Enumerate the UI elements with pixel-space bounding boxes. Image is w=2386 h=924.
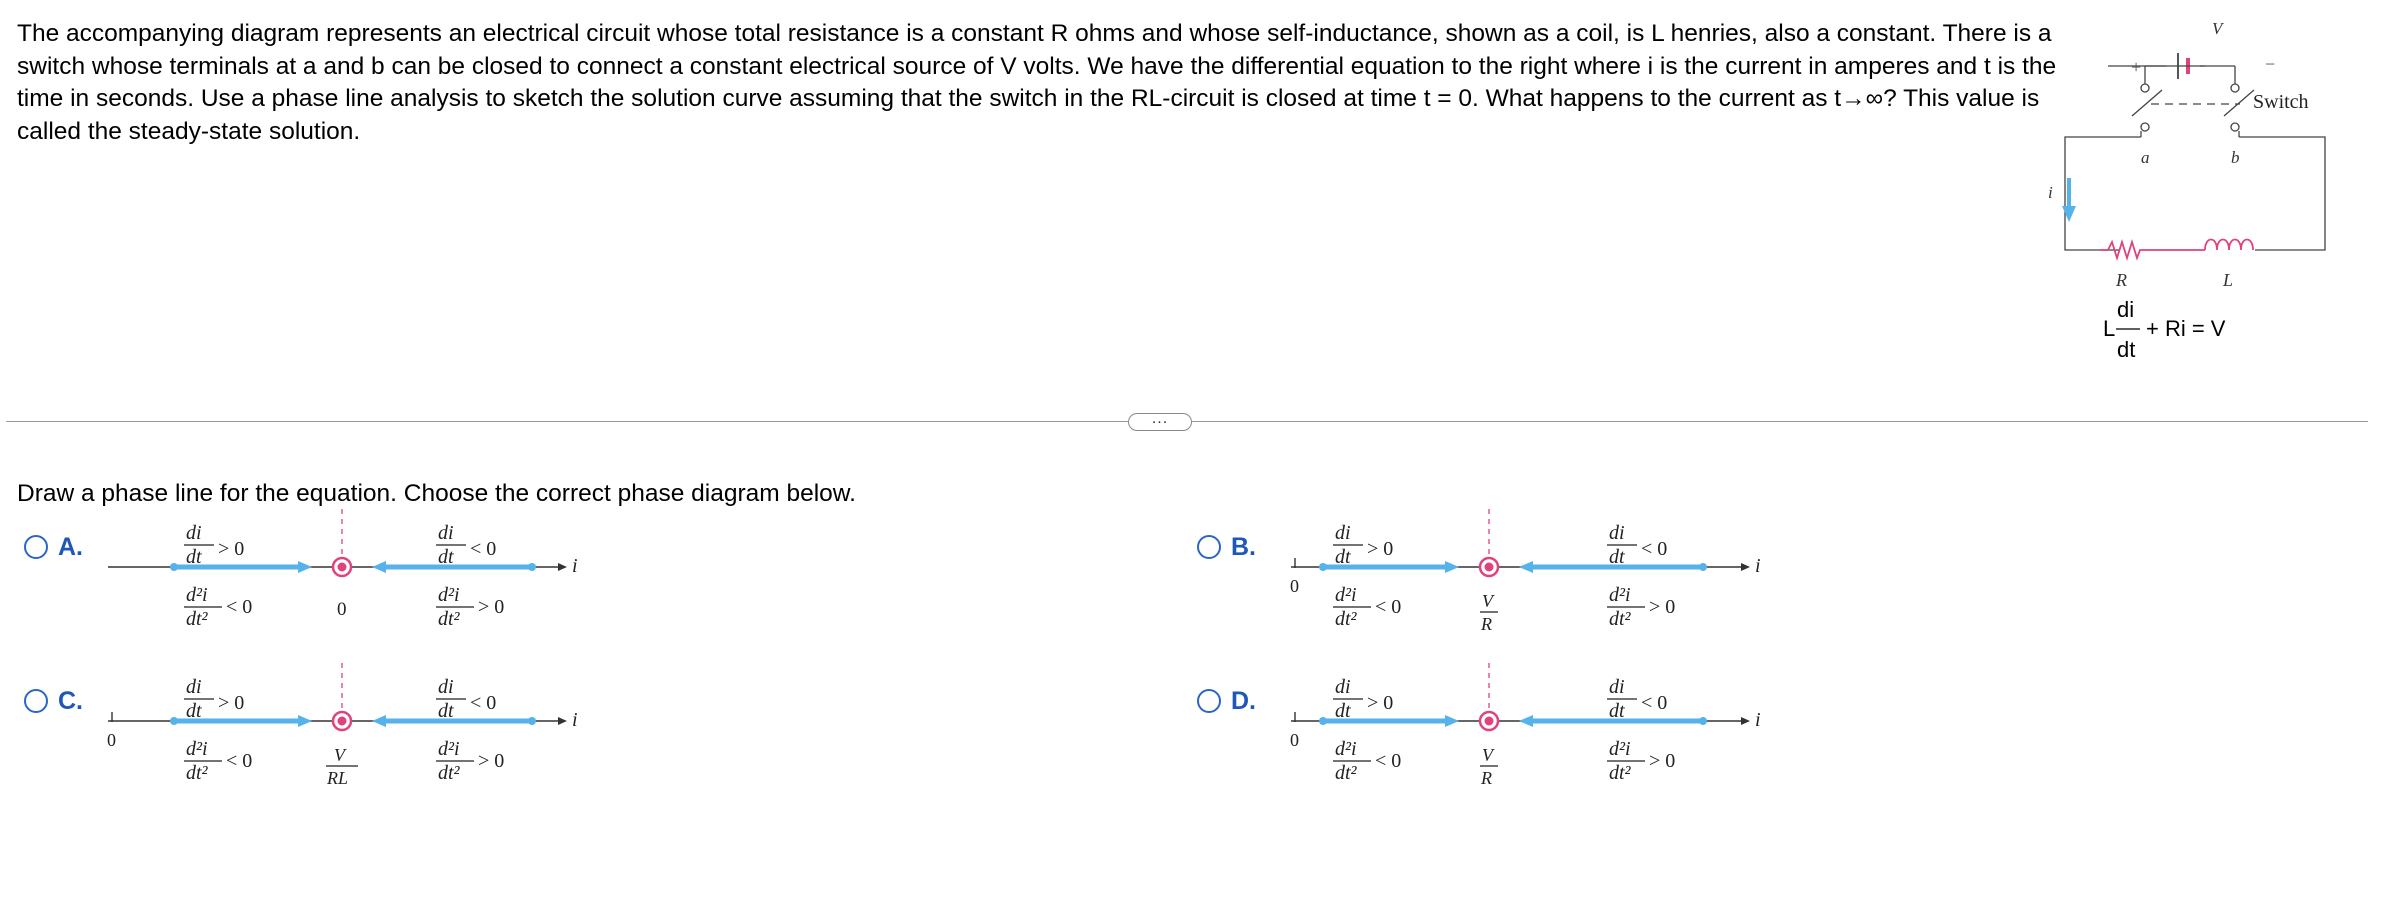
option-letter: C. — [58, 687, 83, 715]
d2i-dt2-left-denominator: dt² — [1335, 608, 1357, 630]
equilibrium-value-numerator: V — [1482, 591, 1493, 611]
source-voltage-label: V — [2212, 19, 2223, 38]
flow-arrowhead-left-icon — [1519, 561, 1533, 573]
di-dt-left-denominator: dt — [1335, 700, 1351, 722]
current-label: i — [2048, 183, 2053, 202]
arrow-tail-dot — [170, 717, 178, 725]
equilibrium-value-denominator: R — [1481, 614, 1492, 634]
d2i-dt2-right-denominator: dt² — [438, 762, 460, 784]
di-dt-right-denominator: dt — [438, 546, 454, 568]
di-dt-right-numerator: di — [438, 522, 454, 544]
di-dt-left-numerator: di — [1335, 522, 1351, 544]
d2i-dt2-left-denominator: dt² — [186, 762, 208, 784]
di-dt-left-sign: > 0 — [1367, 538, 1394, 560]
d2i-dt2-left-denominator: dt² — [1335, 762, 1357, 784]
inductor-coil-icon — [2205, 240, 2253, 251]
phase-diagram — [98, 513, 618, 643]
d2i-dt2-right-sign: > 0 — [1649, 750, 1676, 772]
expand-button[interactable]: ... — [1128, 413, 1192, 431]
switch-lever-b — [2224, 90, 2254, 116]
di-dt-right-denominator: dt — [1609, 700, 1625, 722]
di-dt-right-numerator: di — [1609, 676, 1625, 698]
axis-label: i — [1755, 555, 1761, 577]
axis-arrowhead-icon — [558, 717, 567, 725]
d2i-dt2-right-sign: > 0 — [478, 750, 505, 772]
inductor-label: L — [2223, 270, 2234, 290]
di-dt-left-numerator: di — [186, 676, 202, 698]
di-dt-left-denominator: dt — [1335, 546, 1351, 568]
question-text: Draw a phase line for the equation. Choose the correct phase diagram below. — [17, 480, 856, 507]
terminal-a — [2141, 123, 2149, 131]
plus-sign: + — [2131, 57, 2142, 77]
svg-text:di: di — [2117, 297, 2135, 322]
minus-sign: − — [2265, 54, 2276, 74]
arrow-tail-dot — [1319, 717, 1327, 725]
option-radio[interactable] — [24, 535, 48, 559]
equilibrium-value: 0 — [337, 599, 347, 620]
zero-tick-label: 0 — [1290, 576, 1299, 596]
di-dt-right-sign: < 0 — [470, 692, 497, 714]
di-dt-right-sign: < 0 — [470, 538, 497, 560]
resistor-label: R — [2116, 270, 2127, 290]
axis-label: i — [572, 555, 578, 577]
arrow-tail-dot — [1699, 563, 1707, 571]
arrow-tail-dot — [170, 563, 178, 571]
option-letter: A. — [58, 533, 83, 561]
current-arrow-icon — [2062, 178, 2076, 222]
d2i-dt2-right-sign: > 0 — [478, 596, 505, 618]
d2i-dt2-left-numerator: d²i — [1335, 738, 1357, 760]
phase-diagram — [1271, 667, 1791, 797]
arrow-tail-dot — [1319, 563, 1327, 571]
arrow-tail-dot — [528, 563, 536, 571]
axis-arrowhead-icon — [1741, 563, 1750, 571]
option-letter: D. — [1231, 687, 1256, 715]
d2i-dt2-right-denominator: dt² — [1609, 762, 1631, 784]
option-letter: B. — [1231, 533, 1256, 561]
d2i-dt2-left-sign: < 0 — [226, 750, 253, 772]
axis-label: i — [1755, 709, 1761, 731]
phase-diagram — [1271, 513, 1791, 643]
terminal-a-label: a — [2141, 148, 2150, 167]
d2i-dt2-right-sign: > 0 — [1649, 596, 1676, 618]
equilibrium-value-denominator: R — [1481, 768, 1492, 788]
differential-equation — [2103, 297, 2226, 362]
terminal-b — [2231, 123, 2239, 131]
di-dt-left-numerator: di — [1335, 676, 1351, 698]
flow-arrowhead-left-icon — [372, 561, 386, 573]
equilibrium-point — [338, 563, 347, 572]
flow-arrowhead-left-icon — [372, 715, 386, 727]
d2i-dt2-left-numerator: d²i — [186, 584, 208, 606]
svg-text:+ Ri = V: + Ri = V — [2146, 316, 2226, 341]
axis-arrowhead-icon — [558, 563, 567, 571]
option-radio[interactable] — [24, 689, 48, 713]
axis-arrowhead-icon — [1741, 717, 1750, 725]
rl-circuit-diagram — [2048, 0, 2386, 380]
di-dt-right-numerator: di — [438, 676, 454, 698]
equilibrium-value-numerator: V — [1482, 745, 1493, 765]
d2i-dt2-left-sign: < 0 — [1375, 596, 1402, 618]
d2i-dt2-left-denominator: dt² — [186, 608, 208, 630]
d2i-dt2-right-numerator: d²i — [438, 738, 460, 760]
terminal-a-top — [2141, 84, 2149, 92]
arrow-tail-dot — [1699, 717, 1707, 725]
arrow-tail-dot — [528, 717, 536, 725]
terminal-b-label: b — [2231, 148, 2240, 167]
flow-arrowhead-left-icon — [1519, 715, 1533, 727]
di-dt-left-sign: > 0 — [218, 538, 245, 560]
terminal-b-top — [2231, 84, 2239, 92]
di-dt-right-sign: < 0 — [1641, 538, 1668, 560]
flow-arrowhead-right-icon — [298, 715, 312, 727]
d2i-dt2-right-numerator: d²i — [1609, 738, 1631, 760]
flow-arrowhead-right-icon — [1445, 715, 1459, 727]
di-dt-right-denominator: dt — [1609, 546, 1625, 568]
svg-text:L: L — [2103, 316, 2116, 341]
axis-label: i — [572, 709, 578, 731]
di-dt-right-denominator: dt — [438, 700, 454, 722]
d2i-dt2-right-numerator: d²i — [438, 584, 460, 606]
equilibrium-value-numerator: V — [334, 745, 345, 765]
problem-text: The accompanying diagram represents an electrical circuit whose total resistance is a constant R ohms and whose self-inductance, shown as a coil, is L henries, also a constant. There is a switch whose terminals at a and b can be closed to connect a constant electrical source of V volts. We have the differential equation to the right where i is the current in amperes and t is the time in seconds. Use a phase line analysis to sketch the solution curve assuming that the switch in the RL-circuit is closed at time t = 0. What happens to the current as t→∞? This value is called the steady-state solution. — [17, 20, 2057, 145]
option-radio[interactable] — [1197, 535, 1221, 559]
svg-text:dt: dt — [2117, 337, 2136, 362]
di-dt-right-sign: < 0 — [1641, 692, 1668, 714]
equilibrium-point — [1485, 717, 1494, 726]
zero-tick-label: 0 — [107, 730, 116, 750]
d2i-dt2-left-sign: < 0 — [1375, 750, 1402, 772]
d2i-dt2-left-numerator: d²i — [186, 738, 208, 760]
di-dt-right-numerator: di — [1609, 522, 1625, 544]
zero-tick-label: 0 — [1290, 730, 1299, 750]
d2i-dt2-right-denominator: dt² — [1609, 608, 1631, 630]
d2i-dt2-right-numerator: d²i — [1609, 584, 1631, 606]
di-dt-left-denominator: dt — [186, 546, 202, 568]
switch-label: Switch — [2253, 91, 2309, 113]
phase-diagram — [98, 667, 618, 797]
equilibrium-point — [338, 717, 347, 726]
di-dt-left-denominator: dt — [186, 700, 202, 722]
flow-arrowhead-right-icon — [298, 561, 312, 573]
d2i-dt2-right-denominator: dt² — [438, 608, 460, 630]
d2i-dt2-left-numerator: d²i — [1335, 584, 1357, 606]
di-dt-left-sign: > 0 — [1367, 692, 1394, 714]
di-dt-left-numerator: di — [186, 522, 202, 544]
equilibrium-point — [1485, 563, 1494, 572]
circuit-loop-right — [2239, 137, 2325, 250]
d2i-dt2-left-sign: < 0 — [226, 596, 253, 618]
equilibrium-value-denominator: RL — [327, 768, 349, 788]
di-dt-left-sign: > 0 — [218, 692, 245, 714]
option-radio[interactable] — [1197, 689, 1221, 713]
circuit-loop-left — [2065, 137, 2141, 250]
switch-lever-a — [2132, 90, 2162, 116]
flow-arrowhead-right-icon — [1445, 561, 1459, 573]
